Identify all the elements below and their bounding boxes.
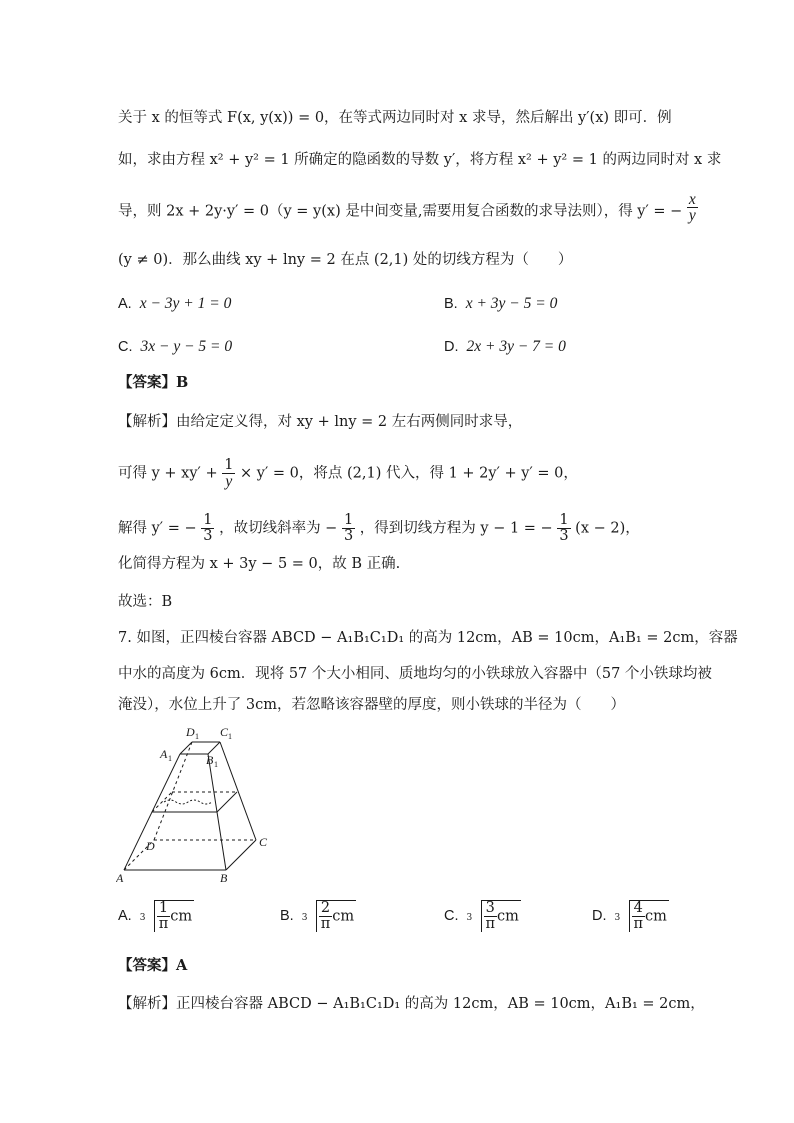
label-B: B [220, 871, 228, 884]
fraction-denominator: π [320, 916, 331, 932]
text-span: ，得到切线方程为 y − 1 = − [359, 520, 553, 537]
fraction-denominator: y [225, 473, 233, 490]
option-a [118, 900, 194, 932]
text-span: 解得 y′ = − [118, 520, 197, 537]
option-label: B. [280, 908, 294, 924]
fraction [557, 513, 570, 544]
option-a [118, 294, 231, 314]
option-text: 3x − y − 5 = 0 [140, 338, 233, 355]
label-B1-sub: 1 [214, 760, 218, 769]
label-A1-sub: 1 [168, 754, 172, 763]
water-right [217, 792, 237, 812]
fraction [319, 901, 333, 932]
root-radicand [154, 900, 194, 932]
text-span: 可得 y + xy′ + [118, 465, 218, 482]
option-c [118, 337, 232, 357]
text-span: 导，则 2x + 2y·y′ = 0（y = y(x) 是中间变量,需要用复合函数的求导法则），得 y′ = − [118, 203, 683, 220]
fraction-numerator: 2 [319, 901, 333, 917]
label-A1: A [160, 747, 168, 761]
answer-label: 【答案】A [118, 957, 188, 974]
edge-CC1 [220, 742, 256, 840]
option-b [280, 900, 356, 932]
option-label: B. [444, 296, 458, 312]
cube-root [467, 900, 521, 932]
text-line [118, 191, 698, 224]
fraction [342, 513, 355, 544]
unit: cm [332, 908, 355, 925]
option-text: 2x + 3y − 7 = 0 [466, 338, 566, 355]
text-line: 【解析】由给定定义得，对 xy + lny = 2 左右两侧同时求导， [118, 414, 523, 430]
text-line: 故选：B [118, 594, 173, 610]
text-line: 7. 如图，正四棱台容器 ABCD − A₁B₁C₁D₁ 的高为 12cm，AB = 10cm，A₁B₁ = 2cm，容器 [118, 630, 738, 646]
fraction-numerator: 1 [157, 901, 171, 917]
option-text: x + 3y − 5 = 0 [465, 295, 558, 312]
fraction-denominator: 3 [559, 528, 569, 544]
cube-root [615, 900, 669, 932]
fraction [687, 192, 698, 223]
fraction [222, 458, 235, 489]
option-d [444, 337, 566, 357]
option-b [444, 294, 557, 314]
fraction-denominator: π [158, 916, 169, 932]
text-line: 淹没），水位上升了 3cm，若忽略该容器壁的厚度，则小铁球的半径为（ ） [118, 697, 625, 713]
option-label: D. [592, 908, 607, 924]
option-label: C. [444, 908, 459, 924]
text-line: (y ≠ 0)．那么曲线 xy + lny = 2 在点 (2,1) 处的切线方程为（ ） [118, 252, 573, 268]
fraction-numerator: 1 [224, 457, 234, 473]
root-index: 3 [301, 913, 308, 923]
text-line: 【解析】正四棱台容器 ABCD − A₁B₁C₁D₁ 的高为 12cm，AB = 10cm，A₁B₁ = 2cm， [118, 996, 705, 1012]
label-D1-sub: 1 [195, 732, 199, 741]
text-line: 中水的高度为 6cm．现将 57 个大小相同、质地均匀的小铁球放入容器中（57 个小铁球均被 [118, 666, 712, 682]
text-span: × y′ = 0，将点 (2,1) 代入，得 1 + 2y′ + y′ = 0， [240, 465, 578, 482]
text-line: 化简得方程为 x + 3y − 5 = 0，故 B 正确. [118, 556, 401, 572]
label-C: C [259, 835, 268, 849]
fraction-denominator: y [688, 207, 696, 224]
option-c [444, 900, 521, 932]
label-D: D [146, 839, 155, 853]
fraction [632, 901, 646, 932]
text-span: ，故切线斜率为 − [219, 520, 338, 537]
fraction-denominator: π [633, 916, 644, 932]
root-radicand [629, 900, 669, 932]
cube-root [302, 900, 356, 932]
label-C1-sub: 1 [228, 732, 232, 741]
fraction-numerator: 4 [632, 901, 646, 917]
fraction-numerator: 3 [484, 901, 498, 917]
root-radicand [316, 900, 356, 932]
label-B1: B [206, 753, 214, 767]
cube-root [140, 900, 194, 932]
option-d [592, 900, 669, 932]
text-span: (x − 2)， [575, 520, 640, 537]
text-line: 如，求由方程 x² + y² = 1 所确定的隐函数的导数 y′，将方程 x² + y² = 1 的两边同时对 x 求 [118, 152, 722, 168]
fraction-numerator: x [688, 191, 696, 208]
text-line: 关于 x 的恒等式 F(x, y(x)) = 0，在等式两边同时对 x 求导，然后解出 y′(x) 即可．例 [118, 110, 672, 126]
label-D1: D [186, 725, 195, 739]
fraction [484, 901, 498, 932]
root-index: 3 [466, 913, 473, 923]
fraction-denominator: π [485, 916, 496, 932]
label-C1: C [220, 725, 229, 739]
fraction-numerator: 1 [559, 512, 569, 528]
label-A: A [116, 871, 124, 884]
water-ripple [164, 800, 212, 804]
root-index: 3 [139, 913, 146, 923]
frustum-figure [116, 722, 276, 884]
root-index: 3 [614, 913, 621, 923]
answer-label: 【答案】B [118, 374, 189, 391]
text-line [118, 513, 640, 544]
option-text: x − 3y + 1 = 0 [139, 295, 232, 312]
unit: cm [170, 908, 193, 925]
fraction-numerator: 1 [203, 512, 213, 528]
fraction-numerator: 1 [343, 512, 354, 528]
option-label: A. [118, 908, 132, 924]
fraction-denominator: 3 [343, 528, 354, 544]
edge-BC [226, 840, 256, 870]
root-radicand [481, 900, 521, 932]
option-label: D. [444, 339, 459, 355]
text-line [118, 458, 578, 489]
fraction [201, 513, 214, 544]
unit: cm [645, 908, 667, 925]
option-label: A. [118, 296, 132, 312]
unit: cm [497, 908, 519, 925]
fraction-denominator: 3 [203, 528, 213, 544]
fraction [157, 901, 171, 932]
option-label: C. [118, 339, 133, 355]
